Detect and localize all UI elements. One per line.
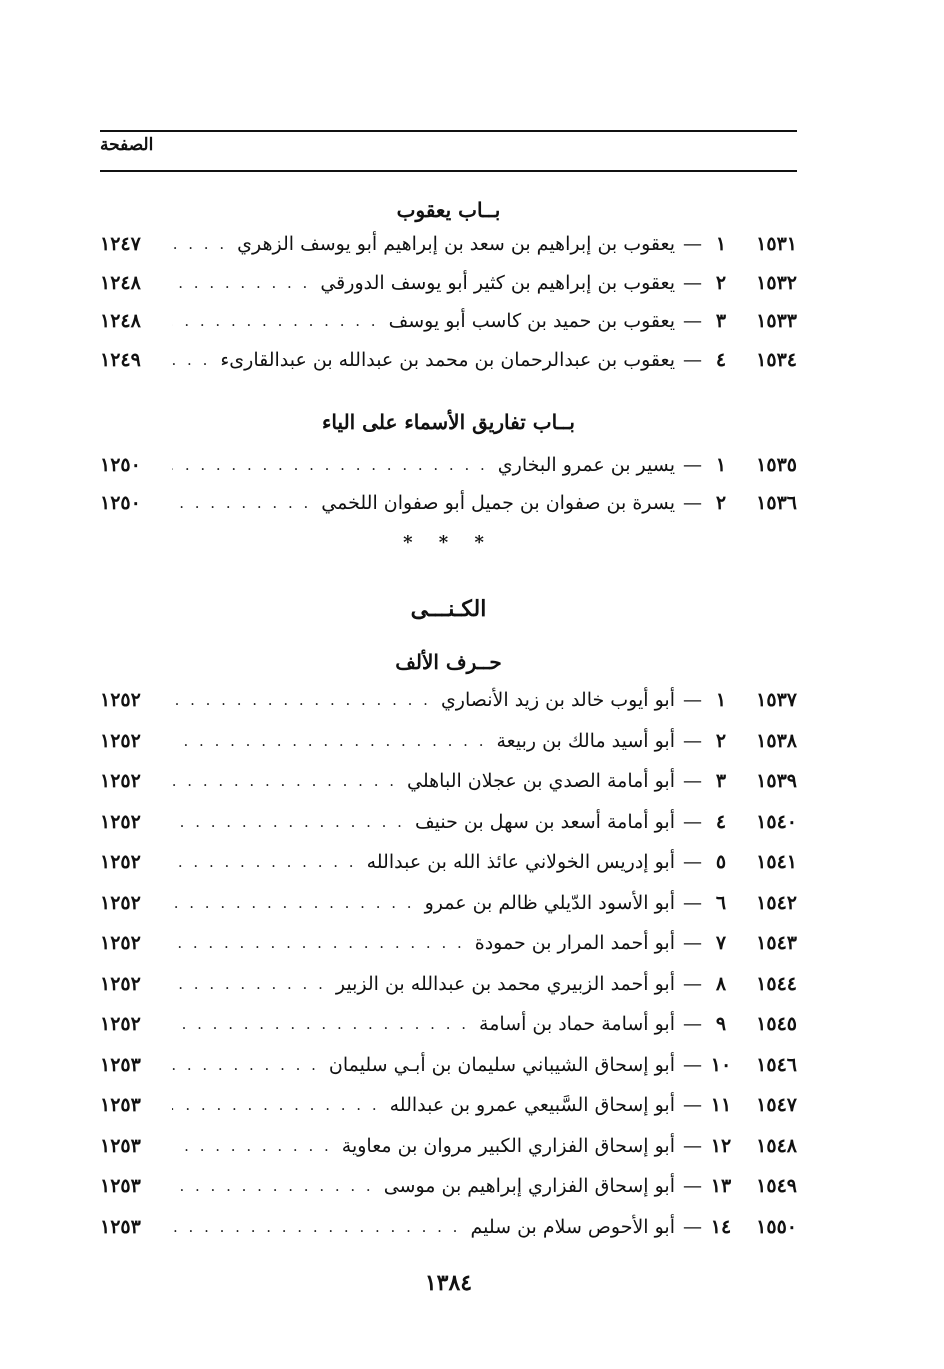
entry-sequence: ٥ <box>715 851 727 873</box>
index-entry <box>100 763 797 799</box>
entry-number: ١٥٣٥ <box>756 454 797 476</box>
index-entry <box>100 1209 797 1245</box>
entry-sequence: ٨ <box>715 972 727 995</box>
index-entry <box>100 723 797 759</box>
dot-leader <box>172 265 310 301</box>
entry-page: ١٢٥٢ <box>100 689 141 711</box>
dot-leader <box>172 925 465 961</box>
entry-name: أبو أمامة أسعد بن سهل بن حنيف <box>414 810 675 833</box>
entry-name: يعقوب بن عبدالرحمان بن محمد بن عبدالله بن عبدالقارىء <box>220 348 675 371</box>
entry-body <box>172 1087 732 1123</box>
entry-page: ١٢٥٢ <box>100 729 141 752</box>
entry-sequence: ٧ <box>715 932 727 954</box>
entry-dash: — <box>683 233 702 255</box>
section-title-kuna: الكـنـــى <box>410 596 487 622</box>
entry-dash: — <box>683 1134 702 1157</box>
dot-leader <box>172 1087 380 1123</box>
entry-page: ١٢٥٢ <box>100 851 141 873</box>
dot-leader <box>172 804 405 840</box>
entry-number: ١٥٣٤ <box>756 348 797 371</box>
entry-body <box>172 925 732 961</box>
entry-body <box>172 226 732 262</box>
entry-page: ١٢٥٣ <box>100 1215 141 1238</box>
entry-page: ١٢٥٣ <box>100 1053 141 1076</box>
entry-body <box>172 885 732 921</box>
entry-page: ١٢٥٢ <box>100 810 141 833</box>
entry-sequence: ١ <box>715 233 727 255</box>
index-entry <box>100 485 797 521</box>
entry-number: ١٥٣٢ <box>756 271 797 294</box>
entry-name: يعقوب بن إبراهيم بن سعد بن إبراهيم أبو يوسف الزهري <box>237 233 675 255</box>
entry-body <box>172 342 732 378</box>
dot-leader <box>172 485 311 521</box>
entry-body <box>172 1047 732 1083</box>
entry-sequence: ١٤ <box>710 1215 732 1238</box>
dot-leader <box>172 226 227 262</box>
entry-name: أبو أحمد المرار بن حمودة <box>474 932 675 954</box>
entry-sequence: ٢ <box>715 271 727 294</box>
section-title-tafariq: بــاب تفاريق الأسماء على الياء <box>322 410 575 434</box>
page-column-header: الصفحة <box>100 135 154 155</box>
entry-dash: — <box>683 810 702 833</box>
entry-name: أبو إسحاق الفزاري إبراهيم بن موسى <box>383 1175 675 1197</box>
entry-body <box>172 682 732 718</box>
section-title-yaqub: بــاب يعقوب <box>396 198 501 222</box>
entry-sequence: ١ <box>715 454 727 476</box>
entry-body <box>172 265 732 301</box>
entry-body <box>172 966 732 1002</box>
entry-body <box>172 1168 732 1204</box>
index-entry <box>100 303 797 339</box>
entry-dash: — <box>683 271 702 294</box>
entry-body <box>172 447 732 483</box>
entry-sequence: ٩ <box>715 1013 727 1035</box>
entry-dash: — <box>683 454 702 476</box>
entry-page: ١٢٤٨ <box>100 310 141 332</box>
entry-body <box>172 1128 732 1164</box>
entry-name: أبو أسامة حماد بن أسامة <box>479 1013 675 1035</box>
entry-dash: — <box>683 1215 702 1238</box>
entry-page: ١٢٥٣ <box>100 1094 141 1116</box>
entry-body <box>172 485 732 521</box>
dot-leader <box>172 1209 460 1245</box>
entry-dash: — <box>683 932 702 954</box>
entry-number: ١٥٤٢ <box>756 891 797 914</box>
entry-page: ١٢٥٣ <box>100 1134 141 1157</box>
entry-body <box>172 723 732 759</box>
dot-leader <box>172 1047 319 1083</box>
entry-name: أبو أحمد الزبيري محمد بن عبدالله بن الزبير <box>335 972 675 995</box>
index-entry <box>100 342 797 378</box>
entry-sequence: ١١ <box>710 1094 732 1116</box>
entry-name: أبو إسحاق السَّبيعي عمرو بن عبدالله <box>389 1094 675 1116</box>
entry-number: ١٥٣٦ <box>756 492 797 514</box>
index-entry <box>100 1168 797 1204</box>
dot-leader <box>172 1168 374 1204</box>
index-entry <box>100 447 797 483</box>
dot-leader <box>172 1128 332 1164</box>
entry-page: ١٢٤٩ <box>100 348 141 371</box>
entry-page: ١٢٥٢ <box>100 932 141 954</box>
dot-leader <box>172 723 486 759</box>
dot-leader <box>172 885 415 921</box>
dot-leader <box>172 966 326 1002</box>
index-entry <box>100 966 797 1002</box>
entry-number: ١٥٤٧ <box>756 1094 797 1116</box>
entry-page: ١٢٥٣ <box>100 1175 141 1197</box>
header-rule <box>100 170 797 172</box>
dot-leader <box>172 844 357 880</box>
entry-number: ١٥٤٩ <box>756 1175 797 1197</box>
entry-body <box>172 804 732 840</box>
entry-dash: — <box>683 770 702 792</box>
entry-name: يسير بن عمرو البخاري <box>497 454 675 476</box>
entry-sequence: ٣ <box>715 770 727 792</box>
entry-number: ١٥٣٨ <box>756 729 797 752</box>
entry-sequence: ٦ <box>715 891 727 914</box>
entry-name: أبو إسحاق الشيباني سليمان بن أبـي سليمان <box>328 1053 675 1076</box>
entry-dash: — <box>683 1053 702 1076</box>
entry-name: أبو الأحوص سلام بن سليم <box>470 1215 675 1238</box>
entry-dash: — <box>683 891 702 914</box>
entry-dash: — <box>683 348 702 371</box>
index-entry <box>100 844 797 880</box>
entry-page: ١٢٤٧ <box>100 233 141 255</box>
entry-number: ١٥٣٩ <box>756 770 797 792</box>
entry-number: ١٥٤٤ <box>756 972 797 995</box>
dot-leader <box>172 763 397 799</box>
top-rule <box>100 130 797 132</box>
entry-sequence: ١٣ <box>710 1175 732 1197</box>
entry-name: أبو الأسود الدّيلي ظالم بن عمرو <box>424 891 675 914</box>
entry-page: ١٢٥٢ <box>100 972 141 995</box>
entry-dash: — <box>683 1175 702 1197</box>
entry-name: أبو أمامة الصدي بن عجلان الباهلي <box>407 770 675 792</box>
entry-name: يعقوب بن إبراهيم بن كثير أبو يوسف الدورقي <box>320 271 675 294</box>
section-separator: * * * <box>403 532 494 553</box>
index-entry <box>100 1006 797 1042</box>
dot-leader <box>172 682 431 718</box>
entry-dash: — <box>683 492 702 514</box>
dot-leader <box>172 1006 469 1042</box>
entry-number: ١٥٤٠ <box>756 810 797 833</box>
entry-body <box>172 303 732 339</box>
entry-body <box>172 844 732 880</box>
entry-sequence: ١٠ <box>710 1053 732 1076</box>
entry-number: ١٥٣٧ <box>756 689 797 711</box>
entry-name: يسرة بن صفوان بن جميل أبو صفوان اللخمي <box>321 492 675 514</box>
entry-body <box>172 1006 732 1042</box>
dot-leader <box>172 447 488 483</box>
entry-page: ١٢٥٠ <box>100 492 141 514</box>
entry-number: ١٥٤٦ <box>756 1053 797 1076</box>
entry-sequence: ٤ <box>715 810 727 833</box>
index-entry <box>100 1047 797 1083</box>
entry-dash: — <box>683 851 702 873</box>
entry-dash: — <box>683 729 702 752</box>
entry-number: ١٥٤٥ <box>756 1013 797 1035</box>
index-entry <box>100 804 797 840</box>
entry-page: ١٢٥٠ <box>100 454 141 476</box>
index-entry <box>100 265 797 301</box>
entry-dash: — <box>683 1013 702 1035</box>
entry-sequence: ١ <box>715 689 727 711</box>
page-number: ١٣٨٤ <box>424 1270 473 1296</box>
entry-name: أبو إسحاق الفزاري الكبير مروان بن معاوية <box>341 1134 675 1157</box>
entry-sequence: ١٢ <box>710 1134 732 1157</box>
entry-body <box>172 763 732 799</box>
entry-dash: — <box>683 1094 702 1116</box>
index-entry <box>100 1128 797 1164</box>
entry-dash: — <box>683 310 702 332</box>
index-entry <box>100 925 797 961</box>
entry-name: أبو أسيد مالك بن ربيعة <box>496 729 675 752</box>
section-title-alif: حــرف الألف <box>395 650 502 674</box>
entry-name: يعقوب بن حميد بن كاسب أبو يوسف <box>388 310 675 332</box>
entry-page: ١٢٥٢ <box>100 1013 141 1035</box>
index-entry <box>100 682 797 718</box>
entry-sequence: ٢ <box>715 492 727 514</box>
entry-sequence: ٤ <box>715 348 727 371</box>
entry-number: ١٥٣٣ <box>756 310 797 332</box>
entry-sequence: ٢ <box>715 729 727 752</box>
entry-dash: — <box>683 689 702 711</box>
index-entry <box>100 885 797 921</box>
entry-number: ١٥٣١ <box>756 233 797 255</box>
entry-page: ١٢٥٢ <box>100 891 141 914</box>
entry-page: ١٢٤٨ <box>100 271 141 294</box>
index-entry <box>100 1087 797 1123</box>
dot-leader <box>172 303 379 339</box>
entry-number: ١٥٤٨ <box>756 1134 797 1157</box>
index-entry <box>100 226 797 262</box>
entry-number: ١٥٤١ <box>756 851 797 873</box>
entry-name: أبو إدريس الخولاني عائذ الله بن عبدالله <box>366 851 675 873</box>
entry-number: ١٥٤٣ <box>756 932 797 954</box>
entry-sequence: ٣ <box>715 310 727 332</box>
entry-body <box>172 1209 732 1245</box>
entry-number: ١٥٥٠ <box>756 1215 797 1238</box>
dot-leader <box>172 342 210 378</box>
entry-name: أبو أيوب خالد بن زيد الأنصاري <box>440 689 675 711</box>
entry-page: ١٢٥٢ <box>100 770 141 792</box>
entry-dash: — <box>683 972 702 995</box>
